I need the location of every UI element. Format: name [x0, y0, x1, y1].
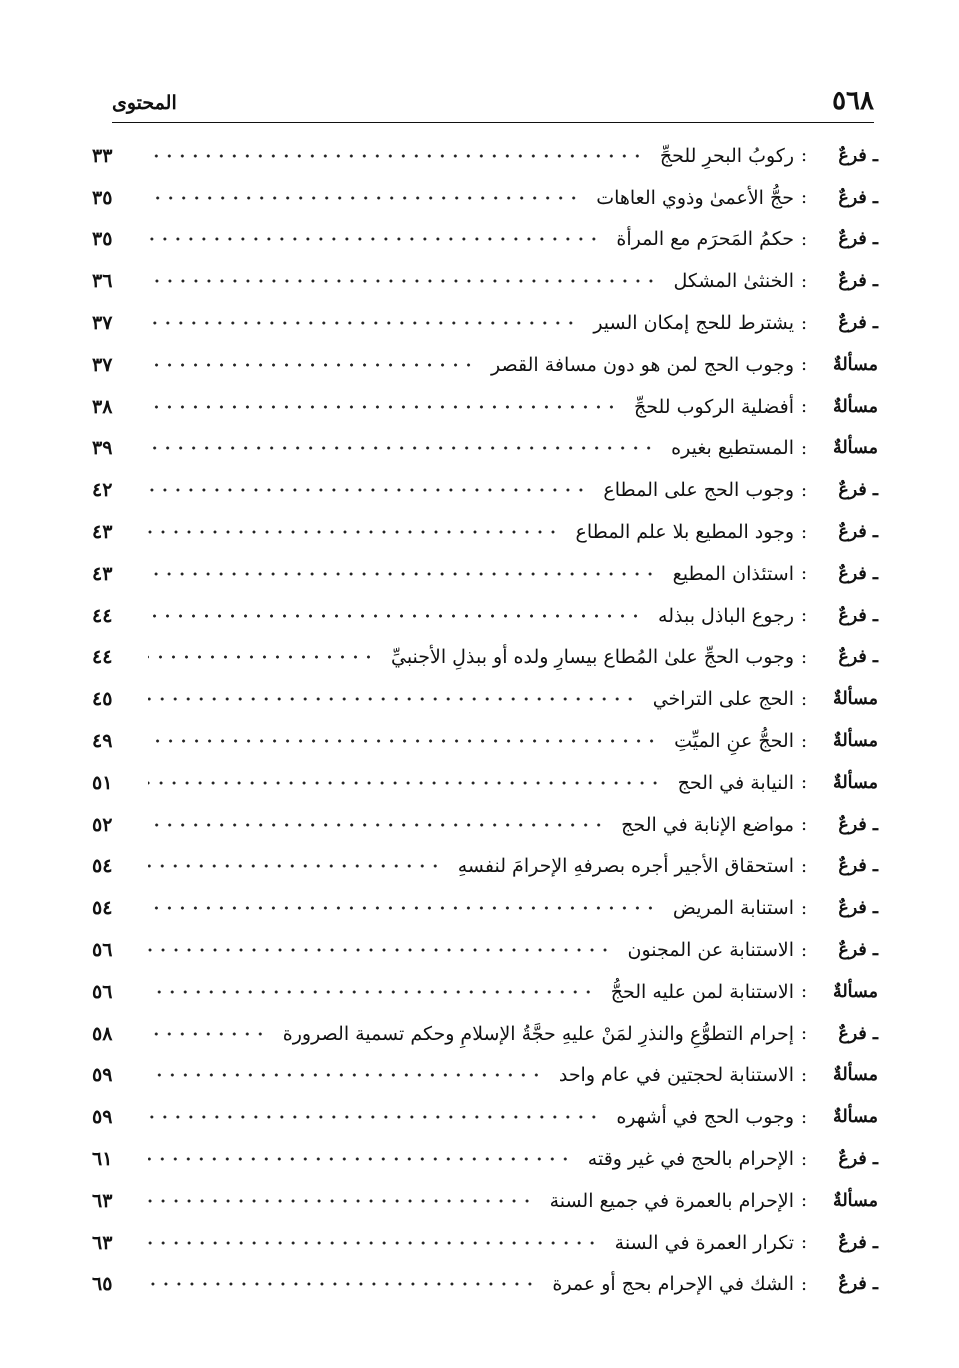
entry-title: الحجُّ عنِ الميِّتِ: [674, 730, 794, 753]
entry-title: حجُّ الأعمىٰ وذوي العاهات: [596, 186, 794, 209]
entry-page-number: ٥٢: [92, 813, 113, 836]
page-header: [112, 84, 874, 123]
dot-leader: [148, 776, 662, 790]
entry-separator: :: [800, 730, 808, 752]
entry-separator: :: [800, 1148, 808, 1170]
entry-separator: :: [800, 521, 808, 543]
entry-separator: :: [800, 1106, 808, 1128]
entry-page-number: ٥١: [92, 771, 113, 794]
entry-page-number: ٣٩: [92, 437, 113, 460]
entry-title: الاستنابة لحجتين في عام واحد: [558, 1064, 794, 1087]
toc-entry: [92, 344, 878, 386]
toc-entry: [92, 637, 878, 679]
entry-label: مسألةٌ: [832, 1190, 878, 1211]
entry-title: استحقاق الأجير أجره بصرفهِ الإحرامَ لنفسهِ: [457, 855, 794, 878]
entry-page-number: ٥٦: [92, 980, 113, 1003]
entry-label: ـ فرعٌ: [838, 1023, 878, 1044]
entry-label: ـ فرعٌ: [838, 647, 878, 668]
entry-label: ـ فرعٌ: [838, 940, 878, 961]
entry-label: مسألةٌ: [832, 689, 878, 710]
entry-separator: :: [800, 605, 808, 627]
entry-label: ـ فرعٌ: [838, 1274, 878, 1295]
entry-separator: :: [800, 563, 808, 585]
entry-title: الحج على التراخي: [652, 688, 794, 711]
entry-page-number: ٤٢: [92, 479, 113, 502]
toc-entry: [92, 177, 878, 219]
entry-page-number: ٦٣: [92, 1189, 113, 1212]
page-number: ٥٦٨: [832, 86, 874, 116]
dot-leader: [148, 358, 475, 372]
entry-label: مسألةٌ: [832, 438, 878, 459]
entry-label: ـ فرعٌ: [838, 313, 878, 334]
dot-leader: [148, 1236, 599, 1250]
entry-separator: :: [800, 1273, 808, 1295]
entry-label: ـ فرعٌ: [838, 814, 878, 835]
entry-page-number: ٤٥: [92, 688, 113, 711]
entry-separator: :: [800, 354, 808, 376]
toc-entry: [92, 1138, 878, 1180]
entry-separator: :: [800, 646, 808, 668]
toc-entry: [92, 553, 878, 595]
toc-entry: [92, 428, 878, 470]
dot-leader: [148, 943, 612, 957]
dot-leader: [148, 901, 657, 915]
toc-entry: [92, 1096, 878, 1138]
entry-title: وجوب الحجِّ علىٰ المُطاع بيسارِ ولده أو ببذلِ الأجنبيِّ: [390, 646, 794, 669]
entry-separator: :: [800, 1232, 808, 1254]
entry-title: وجوب الحج على المطاع: [603, 479, 794, 502]
entry-label: ـ فرعٌ: [838, 563, 878, 584]
dot-leader: [148, 274, 657, 288]
entry-page-number: ٦١: [92, 1148, 113, 1171]
toc-entry: [92, 804, 878, 846]
toc-entry: [92, 1222, 878, 1264]
entry-title: وجود المطيع بلا علم المطاع: [575, 521, 794, 544]
table-of-contents: [92, 135, 878, 1305]
dot-leader: [148, 232, 600, 246]
entry-title: استنابة المريض: [672, 897, 794, 920]
entry-page-number: ٣٥: [92, 186, 113, 209]
entry-label: مسألةٌ: [832, 1065, 878, 1086]
entry-separator: :: [800, 145, 808, 167]
toc-entry: [92, 887, 878, 929]
entry-title: أفضلية الركوب للحجِّ: [633, 395, 794, 418]
entry-title: حكمُ المَحرَم مع المرأة: [616, 228, 794, 251]
toc-entry: [92, 469, 878, 511]
entry-title: ركوبُ البحرِ للحجِّ: [659, 144, 794, 167]
entry-page-number: ٣٨: [92, 395, 113, 418]
toc-entry: [92, 511, 878, 553]
entry-separator: :: [800, 479, 808, 501]
entry-title: المستطيع بغيره: [671, 437, 794, 460]
dot-leader: [148, 400, 618, 414]
entry-separator: :: [800, 270, 808, 292]
entry-title: رجوع الباذل ببذله: [658, 604, 794, 627]
entry-page-number: ٥٦: [92, 939, 113, 962]
entry-separator: :: [800, 1064, 808, 1086]
entry-title: استئذان المطيع: [672, 562, 794, 585]
toc-entry: [92, 846, 878, 888]
entry-separator: :: [800, 312, 808, 334]
entry-title: الإحرام بالحج في غير وقته: [587, 1148, 794, 1171]
toc-entry: [92, 1013, 878, 1055]
entry-title: الشك في الإحرام بحج أو عمرة: [552, 1273, 794, 1296]
entry-separator: :: [800, 939, 808, 961]
toc-entry: [92, 260, 878, 302]
dot-leader: [148, 985, 595, 999]
entry-title: تكرار العمرة في السنة: [614, 1231, 794, 1254]
entry-page-number: ٥٤: [92, 855, 113, 878]
entry-title: النيابة في الحج: [677, 771, 794, 794]
entry-title: وجوب الحج في أشهره: [616, 1106, 794, 1129]
entry-label: مسألةٌ: [832, 354, 878, 375]
entry-separator: :: [800, 981, 808, 1003]
dot-leader: [148, 1277, 536, 1291]
entry-separator: :: [800, 437, 808, 459]
toc-entry: [92, 1055, 878, 1097]
dot-leader: [148, 567, 657, 581]
entry-page-number: ٦٣: [92, 1231, 113, 1254]
dot-leader: [148, 316, 577, 330]
entry-separator: :: [800, 688, 808, 710]
entry-label: ـ فرعٌ: [838, 898, 878, 919]
entry-label: ـ فرعٌ: [838, 480, 878, 501]
entry-separator: :: [800, 1023, 808, 1045]
entry-label: ـ فرعٌ: [838, 1149, 878, 1170]
entry-label: ـ فرعٌ: [838, 856, 878, 877]
toc-entry: [92, 386, 878, 428]
entry-page-number: ٦٥: [92, 1273, 113, 1296]
entry-label: ـ فرعٌ: [838, 522, 878, 543]
entry-page-number: ٤٣: [92, 521, 113, 544]
dot-leader: [148, 1110, 600, 1124]
dot-leader: [148, 525, 560, 539]
toc-entry: [92, 1264, 878, 1306]
running-title: المحتوى: [112, 92, 177, 114]
entry-label: مسألةٌ: [832, 981, 878, 1002]
entry-page-number: ٤٣: [92, 562, 113, 585]
dot-leader: [148, 734, 658, 748]
entry-separator: :: [800, 1190, 808, 1212]
entry-label: ـ فرعٌ: [838, 271, 878, 292]
entry-label: ـ فرعٌ: [838, 229, 878, 250]
dot-leader: [148, 191, 580, 205]
entry-page-number: ٥٨: [92, 1022, 113, 1045]
dot-leader: [148, 859, 442, 873]
entry-separator: :: [800, 228, 808, 250]
entry-page-number: ٤٤: [92, 646, 113, 669]
dot-leader: [148, 609, 642, 623]
toc-entry: [92, 595, 878, 637]
entry-title: إحرام التطوُّعِ والنذرِ لمَنْ عليهِ حجَّةُ الإسلامِ وحكم تسمية الصرورة: [282, 1022, 794, 1045]
toc-entry: [92, 720, 878, 762]
dot-leader: [148, 1068, 543, 1082]
entry-page-number: ٤٤: [92, 604, 113, 627]
entry-page-number: ٣٣: [92, 144, 113, 167]
dot-leader: [148, 1152, 572, 1166]
toc-entry: [92, 135, 878, 177]
dot-leader: [148, 1194, 534, 1208]
dot-leader: [148, 1027, 267, 1041]
entry-label: ـ فرعٌ: [838, 605, 878, 626]
entry-separator: :: [800, 396, 808, 418]
entry-separator: :: [800, 814, 808, 836]
toc-entry: [92, 678, 878, 720]
entry-page-number: ٣٧: [92, 312, 113, 335]
entry-label: ـ فرعٌ: [838, 187, 878, 208]
entry-title: مواضع الإنابة في الحج: [621, 813, 794, 836]
entry-separator: :: [800, 187, 808, 209]
entry-page-number: ٥٩: [92, 1064, 113, 1087]
entry-label: مسألةٌ: [832, 731, 878, 752]
entry-page-number: ٥٩: [92, 1106, 113, 1129]
dot-leader: [148, 483, 587, 497]
dot-leader: [148, 650, 375, 664]
dot-leader: [148, 149, 644, 163]
dot-leader: [148, 441, 655, 455]
entry-title: الخنثىٰ المشكل: [673, 270, 794, 293]
toc-entry: [92, 1180, 878, 1222]
entry-page-number: ٤٩: [92, 730, 113, 753]
toc-entry: [92, 762, 878, 804]
dot-leader: [148, 692, 637, 706]
toc-entry: [92, 302, 878, 344]
entry-separator: :: [800, 855, 808, 877]
toc-entry: [92, 971, 878, 1013]
entry-label: ـ فرعٌ: [838, 1232, 878, 1253]
entry-label: مسألةٌ: [832, 772, 878, 793]
entry-label: مسألةٌ: [832, 396, 878, 417]
entry-label: مسألةٌ: [832, 1107, 878, 1128]
toc-entry: [92, 219, 878, 261]
entry-title: الاستنابة عن المجنون: [627, 939, 794, 962]
toc-entry: [92, 929, 878, 971]
entry-page-number: ٣٥: [92, 228, 113, 251]
entry-title: الإحرام بالعمرة في جميع السنة: [549, 1189, 794, 1212]
dot-leader: [148, 818, 605, 832]
entry-page-number: ٣٦: [92, 270, 113, 293]
entry-title: وجوب الحج لمن هو دون مسافة القصر: [491, 353, 794, 376]
entry-separator: :: [800, 897, 808, 919]
entry-page-number: ٣٧: [92, 353, 113, 376]
entry-title: يشترط للحج إمكان السير: [593, 312, 794, 335]
entry-page-number: ٥٤: [92, 897, 113, 920]
entry-label: ـ فرعٌ: [838, 145, 878, 166]
entry-separator: :: [800, 772, 808, 794]
entry-title: الاستنابة لمن عليه الحجُّ: [610, 980, 794, 1003]
